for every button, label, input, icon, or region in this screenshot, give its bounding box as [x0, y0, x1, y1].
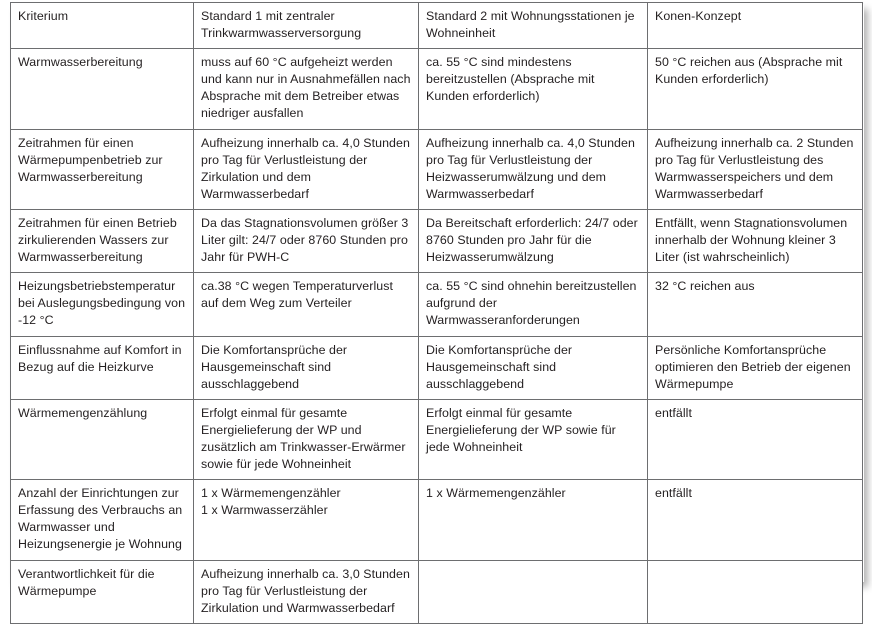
- cell-konen: entfällt: [648, 480, 863, 560]
- cell-standard2: Aufheizung innerhalb ca. 4,0 Stunden pro Tag für Verlustleistung der Heizwasserumwälzung und dem Warmwasserbedarf: [419, 129, 648, 209]
- cell-criterion: Zeitrahmen für einen Wärmepumpenbetrieb zur Warmwasserbereitung: [11, 129, 194, 209]
- cell-criterion: Warmwasserbereitung: [11, 49, 194, 129]
- table-row: [11, 336, 863, 399]
- cell-standard2: ca. 55 °C sind ohnehin bereitzustellen aufgrund der Warmwasseranforderungen: [419, 273, 648, 336]
- cell-criterion: Anzahl der Einrichtungen zur Erfassung des Verbrauchs an Warmwasser und Heizungsenergie je Wohnung: [11, 480, 194, 560]
- cell-standard1: Aufheizung innerhalb ca. 3,0 Stunden pro Tag für Verlustleistung der Zirkulation und Warmwasserbedarf: [194, 560, 419, 623]
- cell-standard1: 1 x Wärmemengenzähler 1 x Warmwasserzähler: [194, 480, 419, 560]
- table-row: [11, 480, 863, 560]
- cell-standard1: Aufheizung innerhalb ca. 4,0 Stunden pro Tag für Verlustleistung der Zirkulation und dem Warmwasserbedarf: [194, 129, 419, 209]
- cell-standard1: Die Komfortansprüche der Hausgemeinschaft sind ausschlaggebend: [194, 336, 419, 399]
- table-header-row: [11, 3, 863, 49]
- cell-konen: 50 °C reichen aus (Absprache mit Kunden erforderlich): [648, 49, 863, 129]
- table-row: [11, 49, 863, 129]
- cell-standard2: ca. 55 °C sind mindestens bereitzustellen (Absprache mit Kunden erforderlich): [419, 49, 648, 129]
- cell-konen: entfällt: [648, 399, 863, 479]
- cell-konen: Persönliche Komfortansprüche optimieren den Betrieb der eigenen Wärmepumpe: [648, 336, 863, 399]
- cell-standard2: [419, 560, 648, 623]
- table-row: [11, 399, 863, 479]
- cell-konen: Entfällt, wenn Stagnationsvolumen innerhalb der Wohnung kleiner 3 Liter (ist wahrscheinlich): [648, 209, 863, 272]
- table-row: [11, 209, 863, 272]
- cell-standard2: Erfolgt einmal für gesamte Energielieferung der WP sowie für jede Wohneinheit: [419, 399, 648, 479]
- table-row: [11, 560, 863, 623]
- comparison-table: [10, 2, 863, 624]
- cell-criterion: Einflussnahme auf Komfort in Bezug auf die Heizkurve: [11, 336, 194, 399]
- cell-konen: 32 °C reichen aus: [648, 273, 863, 336]
- table-row: [11, 273, 863, 336]
- cell-criterion: Zeitrahmen für einen Betrieb zirkulierenden Wassers zur Warmwasserbereitung: [11, 209, 194, 272]
- column-header-konen-konzept: Konen-Konzept: [648, 3, 863, 49]
- cell-criterion: Heizungsbetriebstemperatur bei Auslegungsbedingung von -12 °C: [11, 273, 194, 336]
- cell-standard1: Erfolgt einmal für gesamte Energielieferung der WP und zusätzlich am Trinkwasser-Erwärmer sowie für jede Wohneinheit: [194, 399, 419, 479]
- cell-konen: Aufheizung innerhalb ca. 2 Stunden pro Tag für Verlustleistung des Warmwasserspeichers und dem Warmwasserbedarf: [648, 129, 863, 209]
- cell-criterion: Wärmemengenzählung: [11, 399, 194, 479]
- cell-standard2: 1 x Wärmemengenzähler: [419, 480, 648, 560]
- cell-standard2: Da Bereitschaft erforderlich: 24/7 oder 8760 Stunden pro Jahr für die Heizwasserumwälzung: [419, 209, 648, 272]
- cell-standard1: muss auf 60 °C aufgeheizt werden und kann nur in Ausnahmefällen nach Absprache mit dem Betreiber etwas niedriger ausfallen: [194, 49, 419, 129]
- cell-criterion: Verantwortlichkeit für die Wärmepumpe: [11, 560, 194, 623]
- column-header-kriterium: Kriterium: [11, 3, 194, 49]
- cell-konen: [648, 560, 863, 623]
- cell-standard1: Da das Stagnationsvolumen größer 3 Liter gilt: 24/7 oder 8760 Stunden pro Jahr für PWH-C: [194, 209, 419, 272]
- column-header-standard-1: Standard 1 mit zentraler Trinkwarmwasserversorgung: [194, 3, 419, 49]
- cell-standard2: Die Komfortansprüche der Hausgemeinschaft sind ausschlaggebend: [419, 336, 648, 399]
- table-row: [11, 129, 863, 209]
- column-header-standard-2: Standard 2 mit Wohnungsstationen je Wohneinheit: [419, 3, 648, 49]
- cell-standard1: ca.38 °C wegen Temperaturverlust auf dem Weg zum Verteiler: [194, 273, 419, 336]
